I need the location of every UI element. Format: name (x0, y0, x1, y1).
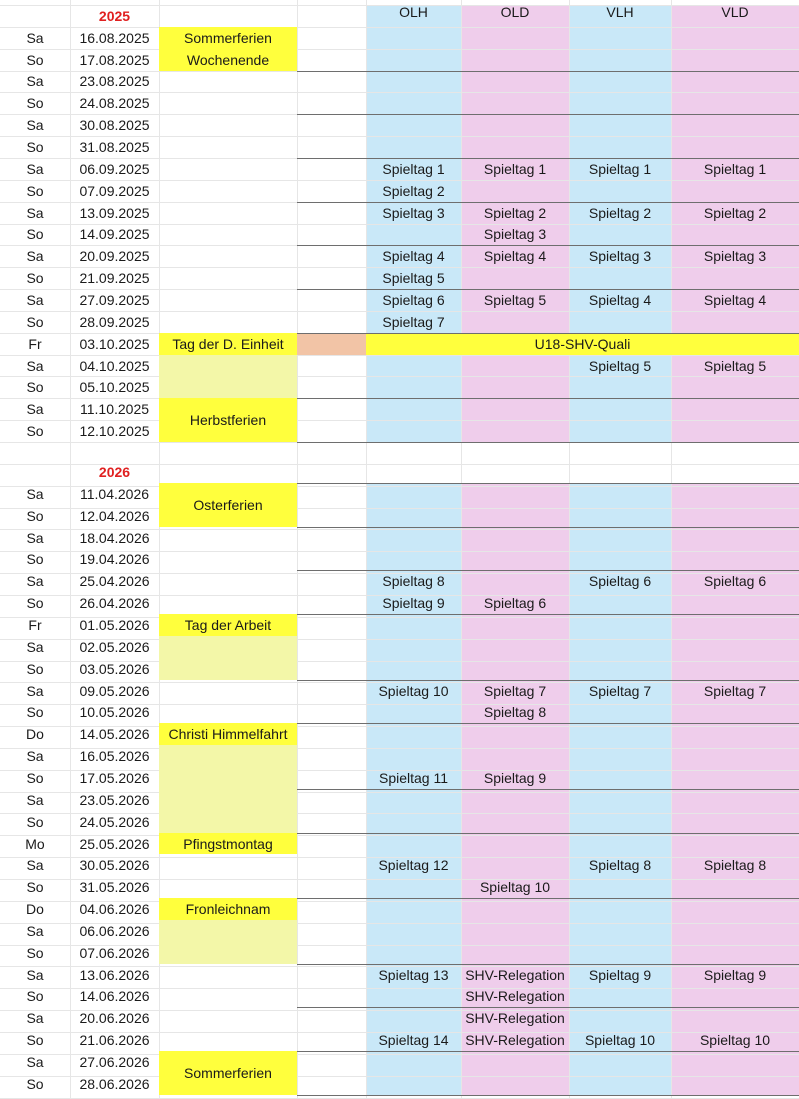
match-cell-olh: Spieltag 6 (382, 291, 445, 308)
match-cell-vlh: Spieltag 6 (588, 573, 652, 590)
day-cell: So (26, 551, 44, 568)
date-cell: 14.09.2025 (79, 226, 150, 243)
day-cell: So (26, 1032, 44, 1049)
day-cell: So (26, 944, 44, 961)
day-cell: Do (26, 726, 44, 743)
day-cell: Sa (26, 966, 44, 983)
day-cell: So (26, 182, 44, 199)
date-cell: 07.09.2025 (79, 182, 150, 199)
match-cell-old: Spieltag 9 (483, 769, 547, 786)
match-cell-vld: Spieltag 9 (703, 966, 767, 983)
day-cell: So (26, 595, 44, 612)
day-cell: So (26, 988, 44, 1005)
date-cell: 09.05.2026 (79, 682, 150, 699)
date-cell: 20.06.2026 (79, 1010, 150, 1027)
day-cell: Sa (26, 29, 44, 46)
date-cell: 30.08.2025 (79, 117, 150, 134)
date-cell: 24.08.2025 (79, 95, 150, 112)
date-cell: 18.04.2026 (79, 529, 150, 546)
match-cell-old: Spieltag 7 (483, 682, 547, 699)
day-cell: So (26, 507, 44, 524)
day-cell: So (26, 139, 44, 156)
date-cell: 02.05.2026 (79, 638, 150, 655)
holiday-cell: Pfingstmontag (159, 833, 297, 855)
day-cell: Sa (26, 401, 44, 418)
match-cell-vld: Spieltag 4 (703, 291, 767, 308)
match-cell-vld: Spieltag 1 (703, 160, 767, 177)
date-cell: 20.09.2025 (79, 248, 150, 265)
match-cell-old: SHV-Relegation (465, 1010, 565, 1027)
date-cell: 19.04.2026 (79, 551, 150, 568)
match-cell-olh: Spieltag 1 (382, 160, 445, 177)
match-cell-old: Spieltag 5 (483, 291, 547, 308)
match-cell-olh: Spieltag 14 (378, 1032, 449, 1049)
date-cell: 05.10.2025 (79, 379, 150, 396)
day-cell: So (26, 313, 44, 330)
date-cell: 06.06.2026 (79, 922, 150, 939)
day-cell: Sa (26, 1054, 44, 1071)
date-cell: 16.08.2025 (79, 29, 150, 46)
match-cell-vld: Spieltag 2 (703, 204, 767, 221)
day-cell: Sa (26, 73, 44, 90)
day-cell: Sa (26, 1010, 44, 1027)
week-separator (297, 114, 799, 115)
match-cell-old: Spieltag 8 (483, 704, 547, 721)
match-cell-vlh: Spieltag 2 (588, 204, 652, 221)
match-cell-vlh: Spieltag 4 (588, 291, 652, 308)
date-cell: 04.10.2025 (79, 357, 150, 374)
banner-u18-shv-quali: U18-SHV-Quali (366, 333, 799, 355)
week-separator (297, 723, 799, 724)
match-cell-olh: Spieltag 7 (382, 313, 445, 330)
day-cell: Sa (26, 357, 44, 374)
date-cell: 26.04.2026 (79, 595, 150, 612)
week-separator (297, 614, 799, 615)
match-cell-old: Spieltag 3 (483, 226, 547, 243)
match-cell-vlh: Spieltag 8 (588, 857, 652, 874)
date-cell: 06.09.2025 (79, 160, 150, 177)
league-header-olh: OLH (399, 3, 428, 20)
match-cell-old: Spieltag 10 (479, 879, 551, 896)
match-cell-vld: Spieltag 5 (703, 357, 767, 374)
holiday-cell: Sommerferien (159, 1051, 297, 1095)
date-cell: 14.05.2026 (79, 726, 150, 743)
date-cell: 23.05.2026 (79, 791, 150, 808)
match-cell-old: Spieltag 4 (483, 248, 547, 265)
date-cell: 31.05.2026 (79, 879, 150, 896)
match-cell-vlh: Spieltag 3 (588, 248, 652, 265)
date-cell: 21.06.2026 (79, 1032, 150, 1049)
match-cell-olh: Spieltag 10 (378, 682, 449, 699)
day-cell: So (26, 270, 44, 287)
day-cell: So (26, 813, 44, 830)
holiday-cell (159, 745, 297, 832)
match-cell-olh: Spieltag 3 (382, 204, 445, 221)
match-cell-olh: Spieltag 11 (378, 769, 448, 786)
date-cell: 12.04.2026 (79, 507, 150, 524)
match-cell-vlh: Spieltag 5 (588, 357, 652, 374)
day-cell: So (26, 704, 44, 721)
date-cell: 27.09.2025 (79, 291, 150, 308)
match-cell-olh: Spieltag 12 (378, 857, 449, 874)
date-cell: 13.06.2026 (79, 966, 150, 983)
match-cell-old: SHV-Relegation (465, 966, 565, 983)
league-header-old: OLD (500, 3, 530, 20)
week-separator (297, 898, 799, 899)
match-cell-vlh: Spieltag 10 (584, 1032, 656, 1049)
holiday-cell: Herbstferien (159, 398, 297, 442)
week-separator (297, 1051, 799, 1052)
week-separator (297, 833, 799, 834)
day-cell: So (26, 51, 44, 68)
day-cell: So (26, 660, 44, 677)
day-cell: So (26, 769, 44, 786)
match-cell-vlh: Spieltag 7 (588, 682, 652, 699)
holiday-cell: Wochenende (159, 49, 297, 71)
day-cell: Sa (26, 682, 44, 699)
date-cell: 13.09.2025 (79, 204, 150, 221)
day-cell: Fr (28, 617, 42, 634)
holiday-cell: Sommerferien (159, 27, 297, 49)
week-separator (297, 527, 799, 528)
match-cell-vld: Spieltag 7 (703, 682, 767, 699)
day-cell: So (26, 379, 44, 396)
date-cell: 17.08.2025 (79, 51, 150, 68)
match-cell-old: Spieltag 6 (483, 595, 547, 612)
match-cell-olh: Spieltag 8 (382, 573, 445, 590)
match-cell-vld: Spieltag 8 (703, 857, 767, 874)
match-cell-olh: Spieltag 4 (382, 248, 445, 265)
match-cell-olh: Spieltag 13 (378, 966, 449, 983)
date-cell: 28.06.2026 (79, 1075, 150, 1092)
holiday-cell: Christi Himmelfahrt (159, 723, 297, 745)
match-cell-vld: Spieltag 10 (699, 1032, 771, 1049)
day-cell: Sa (26, 573, 44, 590)
date-cell: 10.05.2026 (79, 704, 150, 721)
date-cell: 16.05.2026 (79, 748, 150, 765)
date-cell: 03.10.2025 (79, 335, 150, 352)
date-cell: 25.05.2026 (79, 835, 150, 852)
holiday-cell (159, 355, 297, 399)
block-end (297, 1095, 799, 1096)
match-cell-old: Spieltag 1 (483, 160, 547, 177)
day-cell: Fr (28, 335, 42, 352)
date-cell: 30.05.2026 (79, 857, 150, 874)
day-cell: Do (26, 901, 44, 918)
day-cell: Sa (26, 160, 44, 177)
match-cell-vld: Spieltag 3 (703, 248, 767, 265)
day-cell: So (26, 879, 44, 896)
league-header-vlh: VLH (606, 3, 634, 20)
day-cell: Mo (25, 835, 45, 852)
match-cell-olh: Spieltag 2 (382, 182, 445, 199)
holiday-cell (159, 636, 297, 680)
day-cell: Sa (26, 922, 44, 939)
day-cell: Sa (26, 248, 44, 265)
date-cell: 07.06.2026 (79, 944, 150, 961)
year-heading-2026: 2026 (98, 463, 131, 480)
day-cell: Sa (26, 291, 44, 308)
holiday-cell: Tag der Arbeit (159, 614, 297, 636)
week-separator (297, 333, 799, 334)
block-start-2026 (297, 483, 799, 484)
match-cell-old: Spieltag 2 (483, 204, 547, 221)
day-cell: Sa (26, 117, 44, 134)
date-cell: 17.05.2026 (79, 769, 150, 786)
match-cell-old: SHV-Relegation (465, 988, 565, 1005)
match-cell-olh: Spieltag 5 (382, 270, 445, 287)
day-cell: So (26, 95, 44, 112)
league-header-vld: VLD (721, 3, 749, 20)
block-end (297, 442, 799, 443)
day-cell: So (26, 1075, 44, 1092)
holiday-cell: Tag der D. Einheit (159, 333, 297, 355)
date-cell: 23.08.2025 (79, 73, 150, 90)
day-cell: Sa (26, 529, 44, 546)
match-cell-olh: Spieltag 9 (382, 595, 445, 612)
date-cell: 31.08.2025 (79, 139, 150, 156)
week-separator (297, 71, 799, 72)
week-separator (297, 398, 799, 399)
week-separator (297, 789, 799, 790)
date-cell: 11.04.2026 (79, 485, 150, 502)
date-cell: 01.05.2026 (79, 617, 150, 634)
date-cell: 25.04.2026 (79, 573, 150, 590)
day-cell: Sa (26, 748, 44, 765)
holiday-cell: Osterferien (159, 483, 297, 527)
date-cell: 04.06.2026 (79, 901, 150, 918)
date-cell: 27.06.2026 (79, 1054, 150, 1071)
date-cell: 14.06.2026 (79, 988, 150, 1005)
date-cell: 24.05.2026 (79, 813, 150, 830)
day-cell: So (26, 423, 44, 440)
holiday-cell (159, 920, 297, 964)
day-cell: Sa (26, 857, 44, 874)
date-cell: 11.10.2025 (79, 401, 150, 418)
match-cell-vld: Spieltag 6 (703, 573, 767, 590)
column-divider (297, 0, 298, 1098)
day-cell: Sa (26, 204, 44, 221)
year-heading-2025: 2025 (98, 7, 131, 24)
match-cell-old: SHV-Relegation (465, 1032, 565, 1049)
match-cell-vlh: Spieltag 1 (588, 160, 652, 177)
day-cell: Sa (26, 638, 44, 655)
date-cell: 28.09.2025 (79, 313, 150, 330)
day-cell: So (26, 226, 44, 243)
day-cell: Sa (26, 485, 44, 502)
match-cell-vlh: Spieltag 9 (588, 966, 652, 983)
banner-marker (297, 333, 366, 355)
date-cell: 03.05.2026 (79, 660, 150, 677)
day-cell: Sa (26, 791, 44, 808)
holiday-cell: Fronleichnam (159, 898, 297, 920)
date-cell: 21.09.2025 (79, 270, 150, 287)
date-cell: 12.10.2025 (79, 423, 150, 440)
